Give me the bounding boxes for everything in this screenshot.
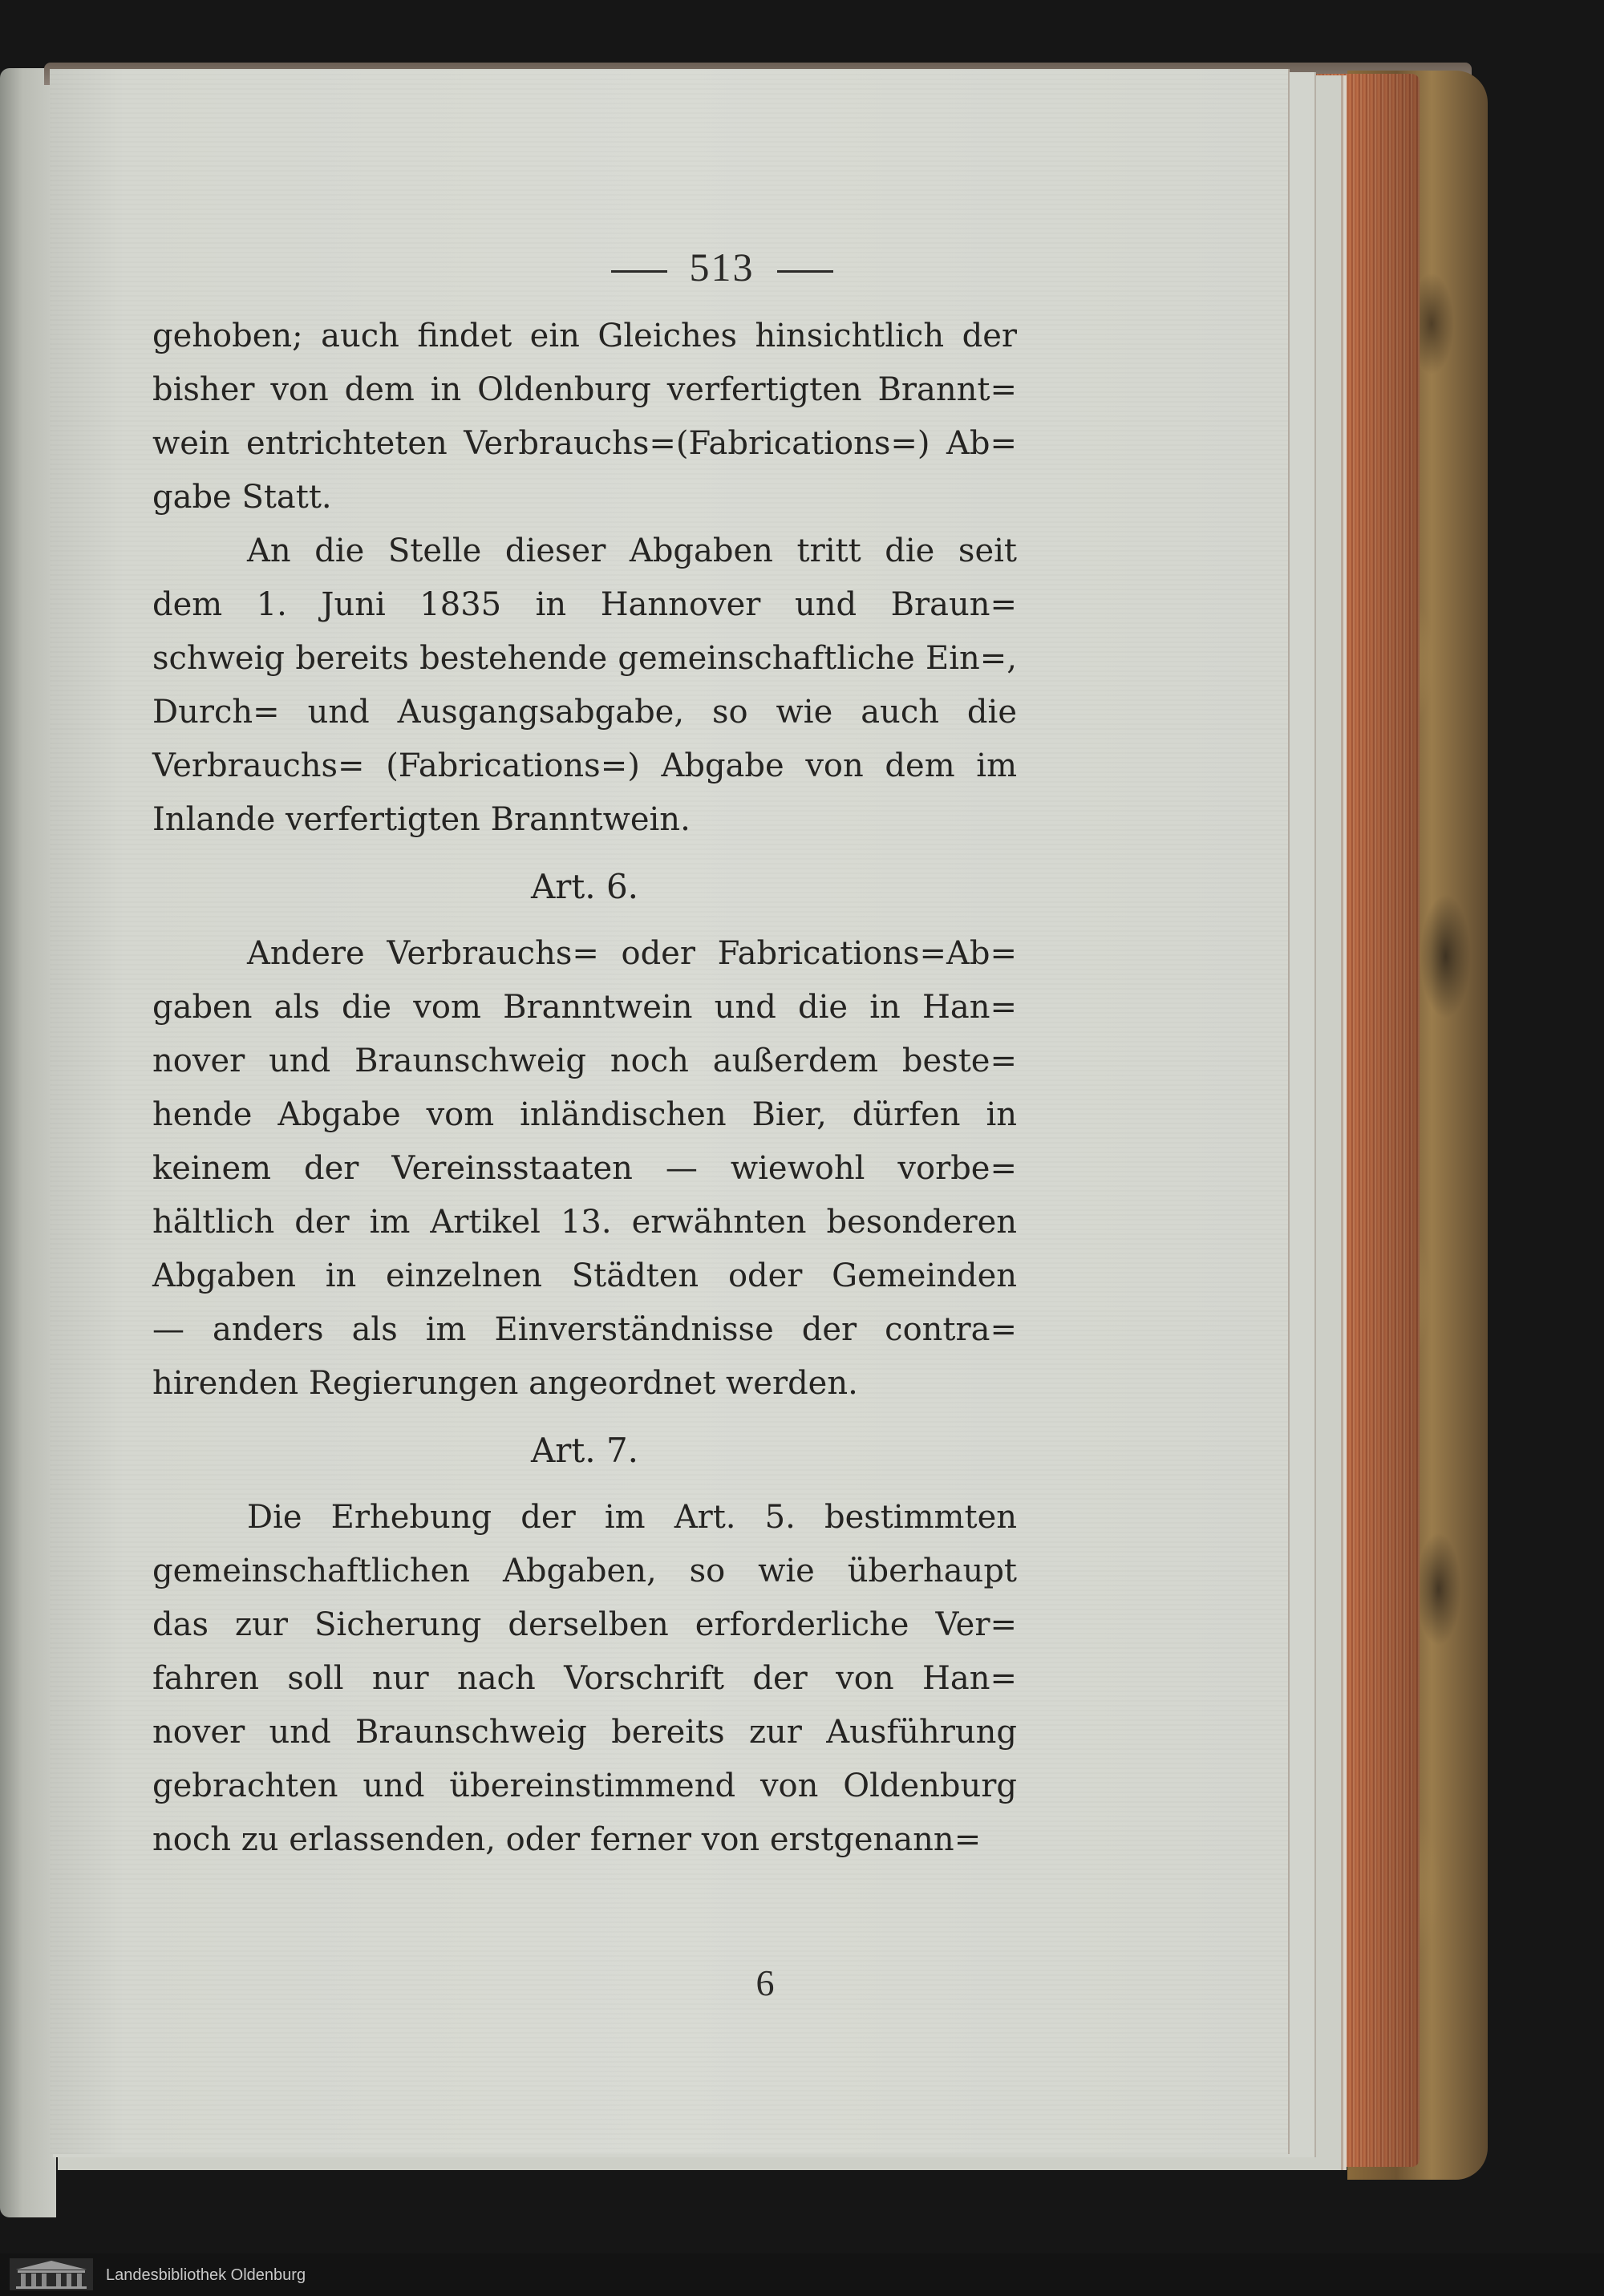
text-line: nover und Braunschweig noch außerdem beste= [152,1043,1017,1079]
text-line: gabe Statt. [152,479,332,516]
text-line: gaben als die vom Branntwein und die in Han= [152,989,1017,1026]
header-dash-left [611,270,667,273]
text-line: gemeinschaftlichen Abgaben, so wie überhaupt [152,1553,1017,1589]
text-line: schweig bereits bestehende gemeinschaftliche Ein=, [152,640,1017,677]
header-dash-right [777,270,833,273]
article-heading: Art. 7. [530,1431,639,1470]
text-line: fahren soll nur nach Vorschrift der von Han= [152,1660,1017,1697]
text-line: Die Erhebung der im Art. 5. bestimmten [247,1499,1017,1536]
book-page [50,69,1290,2154]
text-line: An die Stelle dieser Abgaben tritt die seit [247,532,1017,569]
text-line: Durch= und Ausgangsabgabe, so wie auch die [152,694,1017,731]
footer-bar [0,2253,1604,2296]
page-body-text [152,310,1017,1867]
text-line: Verbrauchs= (Fabrications=) Abgabe von dem im [152,747,1017,784]
signature-mark: 6 [755,1962,775,2003]
text-line: hältlich der im Artikel 13. erwähnten besonderen [152,1204,1017,1241]
text-line: das zur Sicherung derselben erforderliche Ver= [152,1606,1017,1643]
previous-page-edge [0,68,56,2217]
text-line: Andere Verbrauchs= oder Fabrications=Ab= [247,935,1017,972]
text-line: gebrachten und übereinstimmend von Oldenburg [152,1768,1017,1804]
page-number: 513 [689,245,755,290]
article-heading: Art. 6. [530,867,639,906]
text-line: gehoben; auch findet ein Gleiches hinsichtlich der [152,318,1017,354]
text-line: nover und Braunschweig bereits zur Ausführung [152,1714,1017,1751]
text-line: — anders als im Einverständnisse der contra= [152,1311,1017,1348]
library-label: Landesbibliothek Oldenburg [106,2266,306,2284]
text-line: dem 1. Juni 1835 in Hannover und Braun= [152,586,1017,623]
text-line: bisher von dem in Oldenburg verfertigten Brannt= [152,371,1017,408]
text-line: hende Abgabe vom inländischen Bier, dürfen in [152,1096,1017,1133]
text-line: hirenden Regierungen angeordnet werden. [152,1365,858,1402]
text-line: Inlande verfertigten Branntwein. [152,801,691,838]
library-building-icon [10,2258,93,2290]
text-line: Abgaben in einzelnen Städten oder Gemeinden [152,1257,1017,1294]
text-line: noch zu erlassenden, oder ferner von erstgenann= [152,1821,982,1858]
text-line: keinem der Vereinsstaaten — wiewohl vorbe= [152,1150,1017,1187]
page-number-header [50,244,1288,290]
text-line: wein entrichteten Verbrauchs=(Fabrications=) Ab= [152,425,1017,462]
